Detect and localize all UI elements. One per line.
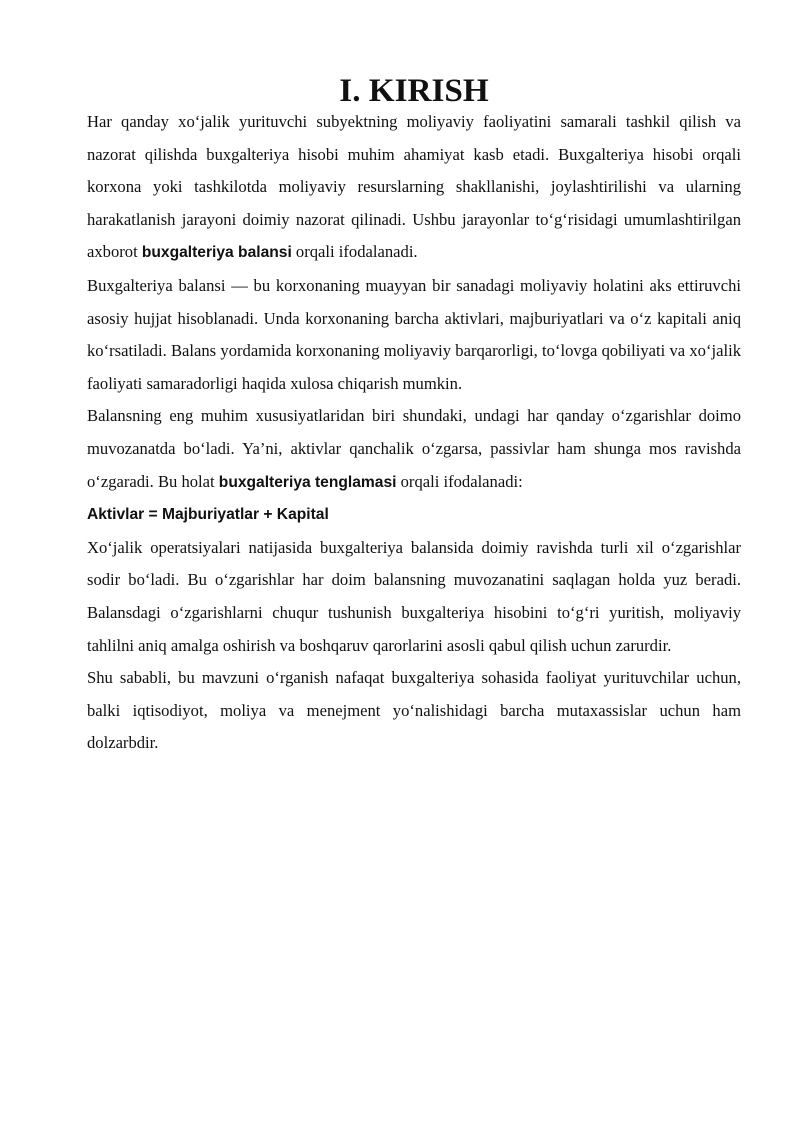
paragraph-operations: Xo‘jalik operatsiyalari natijasida buxgalteriya balansida doimiy ravishda turli xil o‘zgarishlar sodir bo‘ladi. Bu o‘zgarishlar har doim balansning muvozanatini saqlagan holda yuz beradi. Balansdagi o‘zgarishlarni chuqur tushunish buxgalteriya hisobini to‘g‘ri yuritish, moliyaviy tahlilni aniq amalga oshirish va boshqaruv qarorlarini asosli qabul qilish uchun zarurdir. — [87, 537, 741, 655]
paragraph-equilibrium-text: Balansning eng muhim xususiyatlaridan biri shundaki, undagi har qanday o‘zgarishlar doimo muvozanatda bo‘ladi. Ya’ni, aktivlar qanchalik o‘zgarsa, passivlar ham shunga mos ravishda o‘zgaradi. Bu holat — [87, 406, 741, 491]
section-title: I. KIRISH — [339, 72, 489, 109]
paragraph-conclusion: Shu sababli, bu mavzuni o‘rganish nafaqat buxgalteriya sohasida faoliyat yurituvchilar uchun, balki iqtisodiyot, moliya va menejment yo‘nalishidagi barcha mutaxassislar uchun ham dolzarbdir. — [87, 668, 741, 753]
accounting-equation: Aktivlar = Majburiyatlar + Kapital — [87, 506, 329, 524]
paragraph-equilibrium-end: orqali ifodalanadi: — [396, 471, 523, 491]
paragraph-intro-end: orqali ifodalanadi. — [291, 242, 418, 262]
paragraph-balance-definition: Buxgalteriya balansi — bu korxonaning muayyan bir sanadagi moliyaviy holatini aks ettiruvchi asosiy hujjat hisoblanadi. Unda korxonaning barcha aktivlari, majburiyatlari va o‘z kapitali aniq ko‘rsatiladi. Balans yordamida korxonaning moliyaviy barqarorligi, to‘lovga qobiliyati va xo‘jalik faoliyati samaradorligi haqida xulosa chiqarish mumkin. — [87, 275, 741, 393]
term-buxgalteriya-tenglamasi: buxgalteriya tenglamasi — [218, 473, 397, 491]
term-buxgalteriya-balansi: buxgalteriya balansi — [141, 244, 292, 262]
paragraph-intro — [87, 106, 741, 270]
document-page — [87, 74, 741, 760]
paragraph-balance-equilibrium — [87, 400, 741, 499]
paragraph-intro-text: Har qanday xo‘jalik yurituvchi subyektning moliyaviy faoliyatini samarali tashkil qilish va nazorat qilishda buxgalteriya hisobi muhim ahamiyat kasb etadi. Buxgalteriya hisobi orqali korxona yoki tashkilotda moliyaviy resurslarning shakllanishi, joylashtirilishi va ularning harakatlanish jarayoni doimiy nazorat qilinadi. Ushbu jarayonlar to‘g‘risidagi umumlashtirilgan axborot — [87, 112, 741, 262]
